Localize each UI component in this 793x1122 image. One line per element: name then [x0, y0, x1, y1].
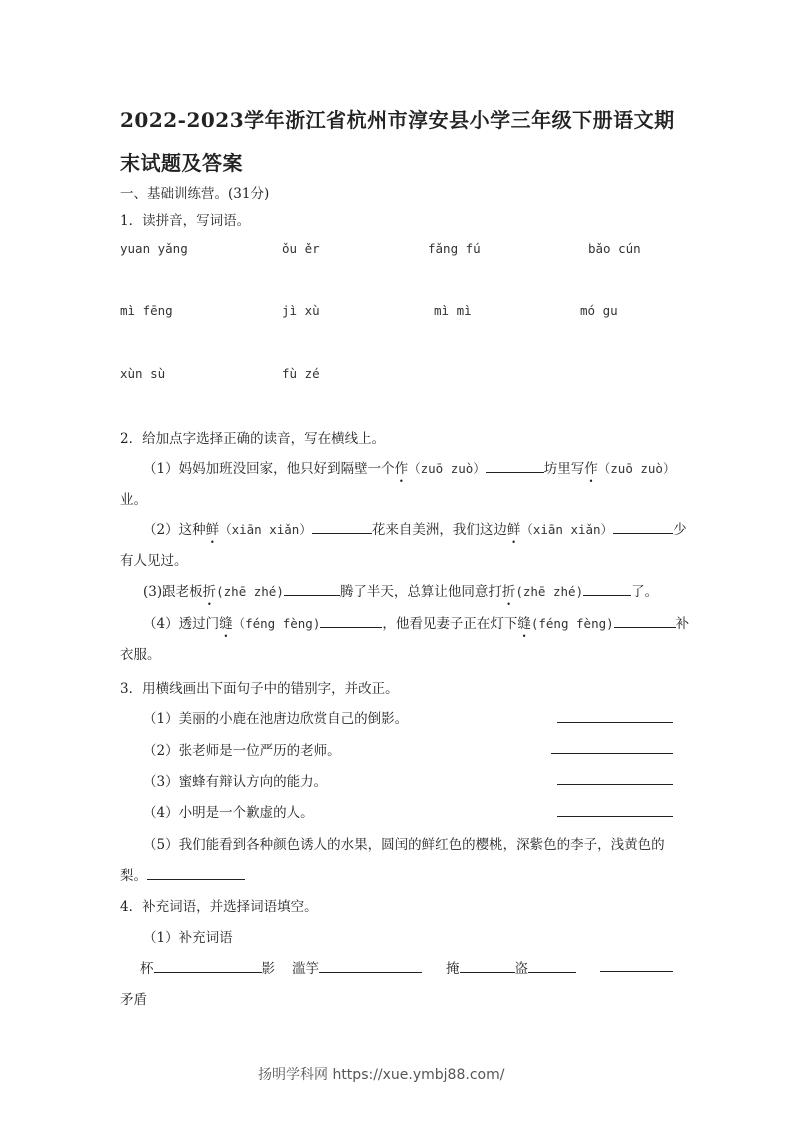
answer-line[interactable] [557, 784, 673, 785]
q3-item: （2）张老师是一位严历的老师。 [143, 743, 341, 759]
q2-sentence-4-end: 衣服。 [120, 647, 161, 663]
q2-sentence-2-end: 有人见过。 [120, 553, 188, 569]
answer-blank[interactable] [460, 958, 515, 973]
answer-line[interactable] [557, 816, 673, 817]
page-title-line1: 2022-2023学年浙江省杭州市淳安县小学三年级下册语文期 [120, 108, 675, 132]
q4-subheading: （1）补充词语 [143, 930, 233, 946]
q3-item: （5）我们能看到各种颜色诱人的水果，圆闰的鲜红色的樱桃，深紫色的李子，浅黄色的 [143, 837, 665, 853]
pinyin-item: mì fēng [120, 303, 173, 318]
pinyin-item: jì xù [282, 303, 320, 318]
answer-blank[interactable] [528, 958, 576, 973]
q2-sentence-2: （2）这种鲜（xiān xiǎn） 花来自美洲，我们这边鲜（xiān xiǎn） 少 [143, 518, 687, 538]
pinyin-item: ǒu ěr [282, 241, 320, 256]
q4-word: 矛盾 [120, 992, 147, 1008]
answer-blank[interactable] [284, 581, 340, 596]
question-2-label: 2．给加点字选择正确的读音，写在横线上。 [120, 431, 386, 447]
answer-line[interactable] [600, 971, 673, 972]
q3-item: （4）小明是一个歉虚的人。 [143, 805, 314, 821]
footer-watermark: 扬明学科网 https://xue.ymbj88.com/ [258, 1067, 505, 1083]
q4-word: 掩 盗 [446, 957, 576, 977]
q3-item: （3）蜜蜂有辩认方向的能力。 [143, 774, 328, 790]
answer-blank[interactable] [319, 958, 422, 973]
page-title-line2: 末试题及答案 [120, 151, 243, 175]
answer-blank[interactable] [147, 865, 245, 880]
answer-blank[interactable] [613, 519, 673, 534]
answer-blank[interactable] [312, 519, 372, 534]
q2-sentence-4: （4）透过门缝（féng fèng) ，他看见妻子正在灯下缝(féng fèng) 补 [143, 612, 689, 632]
q4-word: 滥竽 [292, 957, 422, 977]
q3-item-end: 梨。 [120, 864, 245, 884]
section-heading: 一、基础训练营。(31分) [120, 186, 270, 202]
q4-word-row: 杯 影 [140, 957, 275, 977]
q3-item: （1）美丽的小鹿在池唐边欣赏自己的倒影。 [143, 711, 409, 727]
pinyin-item: bǎo cún [588, 241, 641, 256]
pinyin-item: mó gu [580, 303, 618, 318]
q2-sentence-3: (3)跟老板折(zhē zhé) 腾了半天，总算让他同意打折(zhē zhé) 了。 [143, 580, 658, 600]
answer-blank[interactable] [320, 613, 382, 628]
q2-sentence-1-end: 业。 [120, 492, 147, 508]
answer-blank[interactable] [486, 458, 544, 473]
answer-blank[interactable] [583, 581, 631, 596]
answer-blank[interactable] [614, 613, 676, 628]
answer-line[interactable] [551, 753, 673, 754]
question-3-label: 3．用横线画出下面句子中的错别字，并改正。 [120, 681, 399, 697]
pinyin-item: fǎng fú [428, 241, 481, 256]
pinyin-item: fù zé [282, 366, 320, 381]
q2-sentence-1: （1）妈妈加班没回家，他只好到隔壁一个作（zuō zuò） 坊里写作（zuō zuò） [143, 457, 675, 477]
answer-line[interactable] [557, 722, 673, 723]
pinyin-item: mì mì [434, 303, 472, 318]
question-4-label: 4．补充词语，并选择词语填空。 [120, 899, 318, 915]
question-1-label: 1．读拼音，写词语。 [120, 213, 251, 229]
pinyin-item: yuan yǎng [120, 241, 188, 256]
pinyin-item: xùn sù [120, 366, 166, 381]
answer-blank[interactable] [154, 958, 262, 973]
